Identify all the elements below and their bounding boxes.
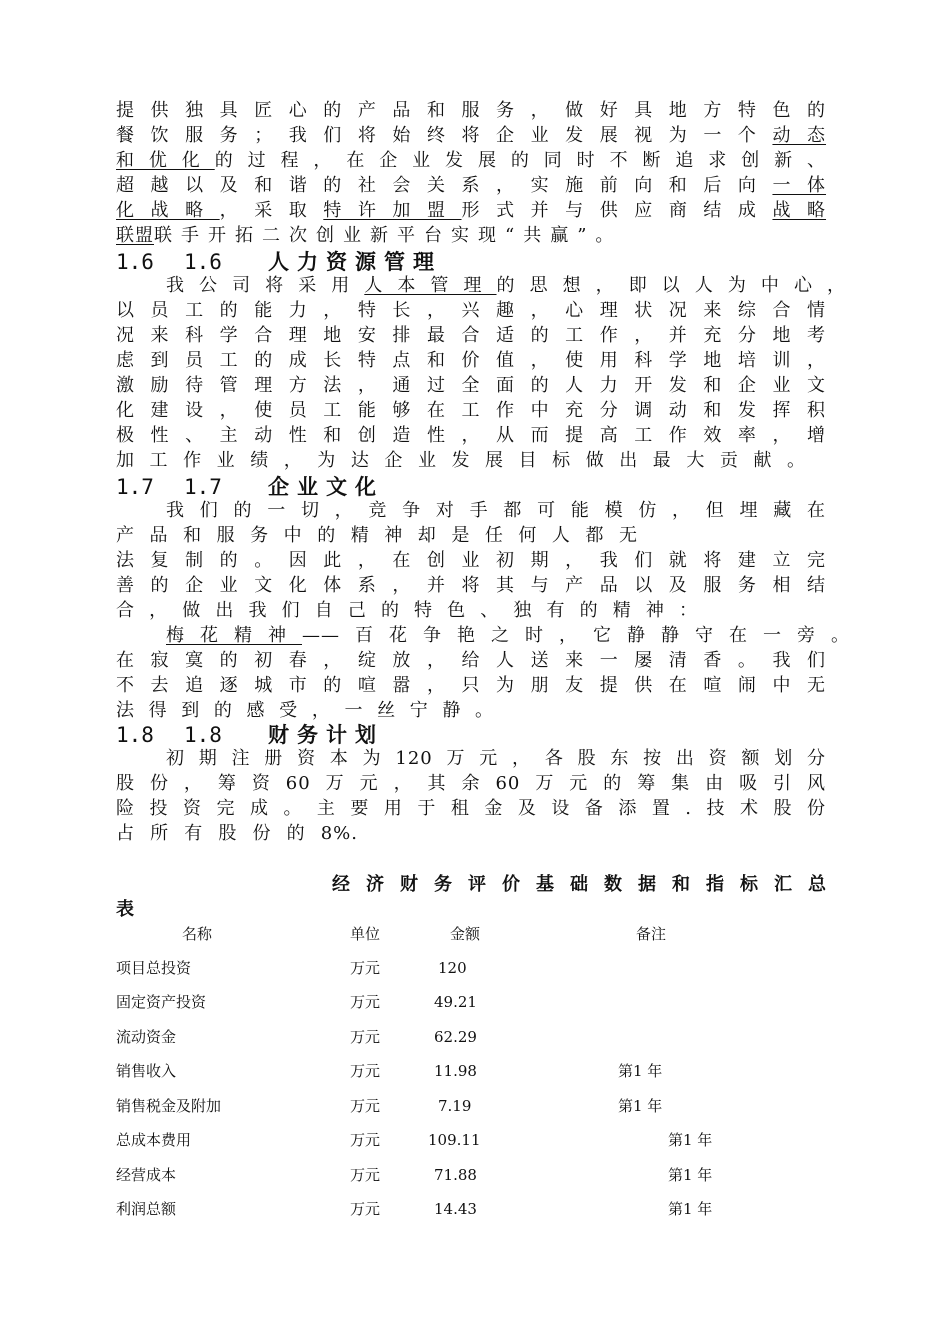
term-hua-zhanlue: 化战略: [116, 200, 220, 221]
table-cell-remark: 第1 年: [618, 1062, 663, 1080]
section-heading-1-8: [116, 721, 616, 749]
table-cell-unit: 万元: [350, 1028, 381, 1046]
intro-line-3: [116, 148, 826, 173]
hr-line-3: 况来科学合理地安排最合适的工作，并充分地考: [116, 325, 826, 346]
table-cell-amount: 7.19: [438, 1097, 472, 1115]
intro-line-4: [116, 173, 826, 198]
section-heading-1-7: [116, 473, 616, 501]
section-title: 财务计划: [268, 722, 384, 747]
section-title: 企业文化: [268, 474, 384, 499]
culture-line-5: 合，做出我们自己的特色、独有的精神：: [116, 600, 698, 621]
intro-line-5: [116, 198, 826, 223]
culture-line-3: 法复制的。因此，在创业初期，我们就将建立完: [116, 550, 826, 571]
table-cell-remark: 第1 年: [668, 1166, 713, 1184]
section-number-repeat: 1.6: [184, 250, 222, 274]
finance-line-1: 初期注册资本为120万元，各股东按出资额划分: [166, 748, 826, 769]
hr-line-1-text-b: 的思想，即以人为中心，: [496, 275, 847, 296]
table-cell-amount: 71.88: [434, 1166, 477, 1184]
table-cell-remark: 第1 年: [668, 1200, 713, 1218]
hr-line-2: 以员工的能力，特长，兴趣，心理状况来综合情: [116, 300, 826, 321]
table-cell-name: 固定资产投资: [116, 993, 207, 1011]
culture-line-1: 我们的一切，竞争对手都可能模仿，但埋藏在: [166, 500, 826, 521]
table-cell-amount: 109.11: [428, 1131, 481, 1149]
section-number: 1.8: [116, 723, 154, 747]
table-cell-unit: 万元: [350, 1097, 381, 1115]
term-meihua-jingshen: 梅花精神: [166, 625, 302, 646]
culture-line-4: 善的企业文化体系，并将其与产品以及服务相结: [116, 575, 826, 596]
term-dongtai: 动态: [772, 125, 827, 146]
hr-line-6: 化建设，使员工能够在工作中充分调动和发挥积: [116, 400, 826, 421]
table-cell-unit: 万元: [350, 1200, 381, 1218]
table-cell-name: 项目总投资: [116, 959, 192, 977]
table-cell-name: 利润总额: [116, 1200, 177, 1218]
table-cell-amount: 14.43: [434, 1200, 477, 1218]
intro-line-5-text-a: ，采取: [219, 200, 324, 221]
section-number-repeat: 1.7: [184, 475, 222, 499]
table-title-wrap: 表: [116, 899, 134, 920]
section-number: 1.7: [116, 475, 154, 499]
culture-line-7: 不去追逐城市的喧嚣，只为朋友提供在喧闹中无: [116, 675, 826, 696]
table-cell-unit: 万元: [350, 1166, 381, 1184]
table-cell-amount: 120: [438, 959, 467, 977]
table-cell-name: 流动资金: [116, 1028, 177, 1046]
table-header-remark: 备注: [636, 925, 667, 943]
table-cell-amount: 11.98: [434, 1062, 477, 1080]
intro-line-5-text-b: 形式并与供应商结成: [461, 200, 773, 221]
plum-line: [166, 623, 850, 648]
intro-line-1: 提供独具匠心的产品和服务，做好具地方特色的: [116, 100, 826, 121]
culture-line-8: 法得到的感受，一丝宁静。: [116, 700, 494, 721]
intro-line-2: [116, 123, 826, 148]
table-cell-unit: 万元: [350, 993, 381, 1011]
term-zhanlue: 战略: [772, 200, 827, 221]
term-youhua: 和优化: [116, 150, 215, 171]
table-title: 经济财务评价基础数据和指标汇总: [332, 874, 826, 895]
hr-line-1: [166, 273, 846, 298]
term-yiti: 一体: [772, 175, 827, 196]
table-cell-name: 经营成本: [116, 1166, 177, 1184]
table-cell-remark: 第1 年: [618, 1097, 663, 1115]
intro-line-2-text: 餐饮服务；我们将始终将企业发展视为一个: [116, 125, 773, 146]
section-title: 人力资源管理: [268, 249, 442, 274]
finance-line-4: 占所有股份的8%.: [116, 823, 358, 844]
table-cell-unit: 万元: [350, 1062, 381, 1080]
hr-line-4: 虑到员工的成长特点和价值，使用科学地培训，: [116, 350, 826, 371]
intro-line-3-text: 的过程，在企业发展的同时不断追求创新、: [214, 150, 827, 171]
term-texu-jiameng: 特许加盟: [323, 200, 462, 221]
table-cell-remark: 第1 年: [668, 1131, 713, 1149]
table-cell-name: 销售税金及附加: [116, 1097, 222, 1115]
hr-line-1-text-a: 我公司将采用: [166, 275, 365, 296]
plum-line-text: ——百花争艳之时，它静静守在一旁。: [302, 625, 850, 646]
term-lianmeng: 联盟: [116, 225, 154, 246]
intro-line-6-text: 联手开拓二次创业新平台实现“共赢”。: [154, 225, 623, 246]
table-header-unit: 单位: [350, 925, 381, 943]
table-cell-amount: 49.21: [434, 993, 477, 1011]
section-number: 1.6: [116, 250, 154, 274]
section-heading-1-6: [116, 248, 616, 276]
table-header-name: 名称: [182, 925, 213, 943]
table-cell-unit: 万元: [350, 959, 381, 977]
term-renben-guanli: 人本管理: [364, 275, 497, 296]
hr-line-5: 激励待管理方法，通过全面的人力开发和企业文: [116, 375, 826, 396]
table-header-amount: 金额: [450, 925, 481, 943]
culture-line-6: 在寂寞的初春，绽放，给人送来一屡清香。我们: [116, 650, 826, 671]
finance-line-2: 股份，筹资60万元，其余60万元的筹集由吸引风: [116, 773, 826, 794]
intro-line-4-text: 超越以及和谐的社会关系，实施前向和后向: [116, 175, 773, 196]
intro-line-6: [116, 223, 826, 248]
hr-line-8: 加工作业绩，为达企业发展目标做出最大贡献。: [116, 450, 806, 471]
table-cell-name: 总成本费用: [116, 1131, 192, 1149]
hr-line-7: 极性、主动性和创造性，从而提高工作效率，增: [116, 425, 826, 446]
section-number-repeat: 1.8: [184, 723, 222, 747]
culture-line-2: 产品和服务中的精神却是任何人都无: [116, 525, 638, 546]
table-cell-name: 销售收入: [116, 1062, 177, 1080]
finance-line-3: 险投资完成。主要用于租金及设备添置.技术股份: [116, 798, 826, 819]
table-cell-unit: 万元: [350, 1131, 381, 1149]
table-cell-amount: 62.29: [434, 1028, 477, 1046]
